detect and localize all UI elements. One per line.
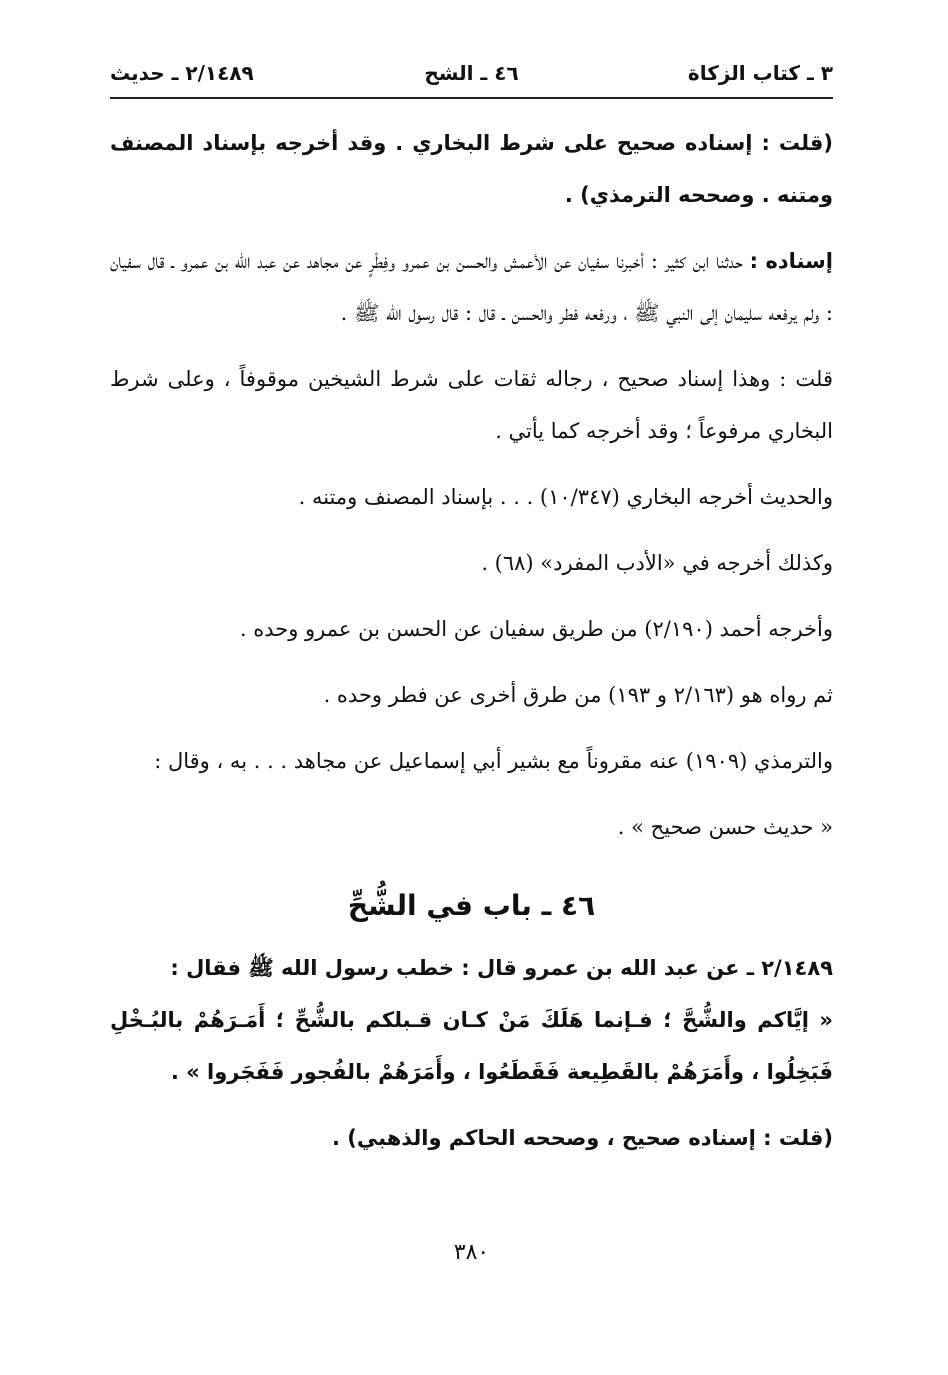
book-page (110, 55, 833, 1335)
header-chapter-title: ٤٦ ـ الشح (424, 61, 519, 85)
takhrij-tirmidhi: والترمذي (١٩٠٩) عنه مقروناً مع بشير أبي إسماعيل عن مجاهد . . . به ، وقال : (154, 749, 833, 773)
header-hadith-number: ٢/١٤٨٩ ـ حديث (110, 61, 254, 85)
takhrij-bukhari: والحديث أخرجه البخاري (١٠/٣٤٧) . . . بإسناد المصنف ومتنه . (298, 485, 833, 509)
running-header (110, 55, 833, 99)
commentary-paragraph: قلت : وهذا إسناد صحيح ، رجاله ثقات على شرط الشيخين موقوفاً ، وعلى شرط البخاري مرفوعاً ؛ وقد أخرجه كما يأتي . (110, 367, 833, 443)
isnad-label: إسناده : (749, 249, 833, 273)
hadith-text: « إيَّاكم والشُّحَّ ؛ فـإنما هَلَكَ مَنْ كـان قـبلكم بالشُّحِّ ؛ أَمَـرَهُمْ بالبُـخْلِ فَبَخِلُوا ، وأَمَرَهُمْ بالقَطِيعة فَقَطَعُوا ، وأَمَرَهُمْ بالفُجور فَفَجَروا » . (110, 1008, 833, 1084)
chapter-heading: ٤٦ ـ باب في الشُّحِّ (347, 889, 596, 922)
isnad-paragraph (110, 235, 833, 339)
takhrij-ahmad: وأخرجه أحمد (٢/١٩٠) من طريق سفيان عن الحسن بن عمرو وحده . (239, 617, 833, 641)
takhrij-ahmad-other: ثم رواه هو (٢/١٦٣ و ١٩٣) من طرق أخرى عن فطر وحده . (323, 683, 833, 707)
isnad-text: حدثنا ابن كثير : أخبرنا سفيان عن الأعمش والحسن بن عمرو وفِطْرٍ عن مجاهد عن عبد الله بن عمرو ـ قال سفيان : ولم يرفعه سليمان إلى النبي ﷺ ، ورفعه فطر والحسن ـ قال : قال رسول الله ﷺ . (110, 249, 833, 325)
hadith-grading: (قلت : إسناده صحيح ، وصححه الحاكم والذهبي) . (332, 1126, 833, 1150)
hadith-intro: ٢/١٤٨٩ ـ عن عبد الله بن عمرو قال : خطب رسول الله ﷺ فقال : (170, 956, 833, 980)
grading-note-paragraph: (قلت : إسناده صحيح على شرط البخاري . وقد أخرجه بإسناد المصنف ومتنه . وصححه الترمذي) . (110, 131, 833, 207)
header-book-title: ٣ ـ كتاب الزكاة (687, 61, 833, 85)
tirmidhi-grading-quote: « حديث حسن صحيح » . (617, 815, 833, 839)
page-number: ٣٨٠ (453, 1240, 490, 1265)
takhrij-adab: وكذلك أخرجه في «الأدب المفرد» (٦٨) . (481, 551, 833, 575)
